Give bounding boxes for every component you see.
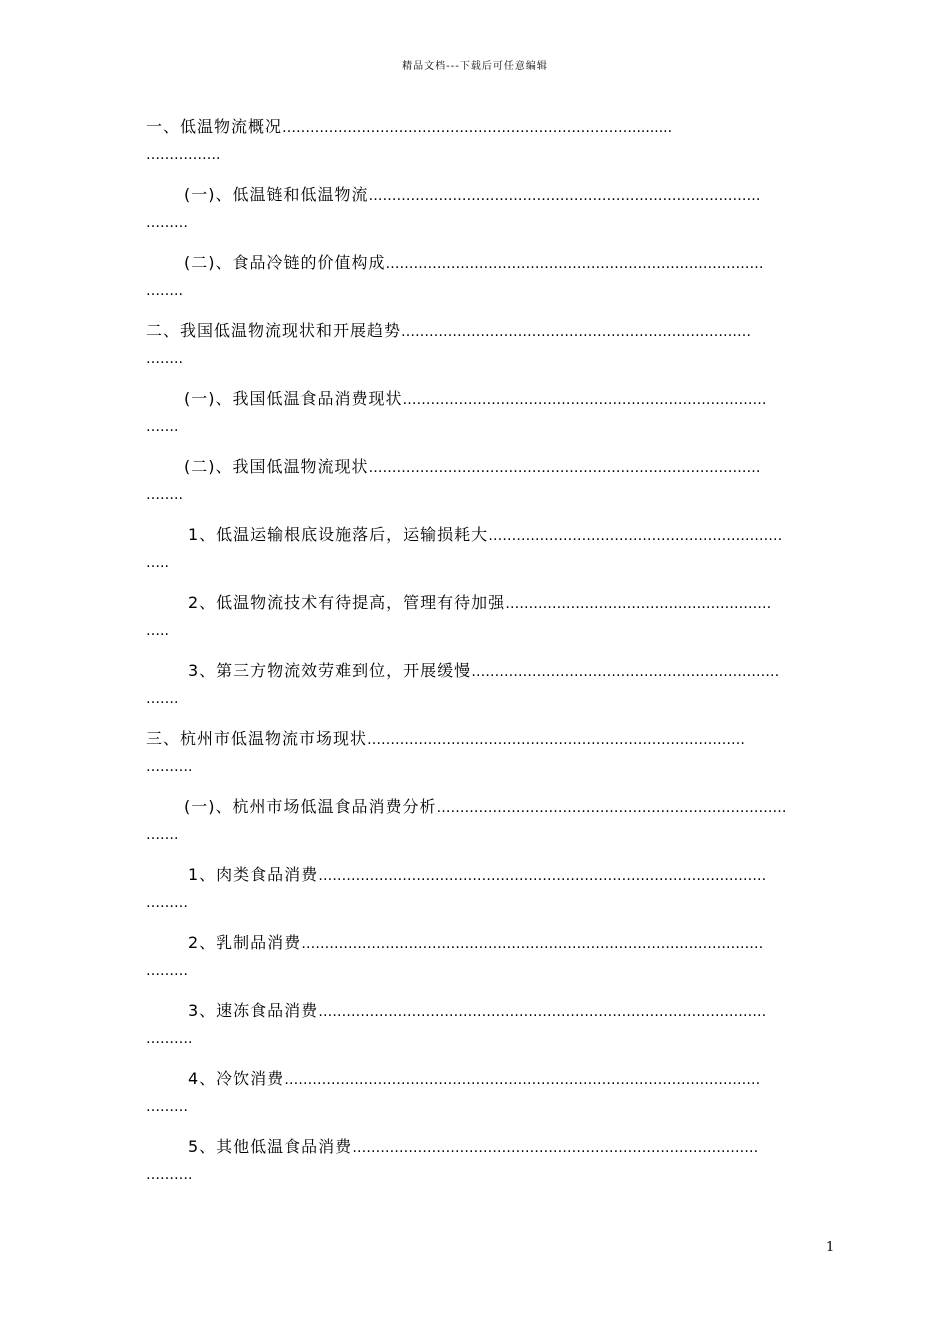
toc-entry-title: (一)、低温链和低温物流 <box>184 185 369 204</box>
toc-leader: ……………………………………………………… <box>488 528 783 544</box>
toc-entry[interactable] <box>146 654 814 722</box>
toc-leader: ……………………………………………………………………………………… <box>301 936 764 952</box>
toc-entry[interactable] <box>146 382 814 450</box>
toc-leader: ……………………………………………………………………… <box>385 256 764 272</box>
toc-entry[interactable] <box>146 314 814 382</box>
toc-leader-continuation: ………. <box>146 1031 193 1047</box>
toc-entry-title: 2、乳制品消费 <box>188 933 302 952</box>
toc-entry-title: 1、肉类食品消费 <box>188 865 319 884</box>
toc-entry-title: (一)、我国低温食品消费现状 <box>184 389 403 408</box>
toc-leader-continuation: …….. <box>146 283 183 299</box>
toc-leader: …………………………………………………………………… <box>402 392 767 408</box>
toc-entry-title: 二、我国低温物流现状和开展趋势 <box>146 321 402 340</box>
toc-entry[interactable] <box>146 858 814 926</box>
toc-leader-continuation: …….. <box>146 351 183 367</box>
toc-entry[interactable] <box>146 586 814 654</box>
toc-leader: ………………………………………………………………………………………… <box>284 1072 761 1088</box>
toc-leader-continuation: ……… <box>146 963 188 979</box>
toc-entry-title: (二)、我国低温物流现状 <box>184 457 369 476</box>
toc-entry-title: 1、低温运输根底设施落后，运输损耗大 <box>188 525 489 544</box>
toc-leader-continuation: ……………. <box>146 147 221 163</box>
page-number: 1 <box>826 1240 835 1255</box>
toc-leader-continuation: ……… <box>146 215 188 231</box>
toc-entry-title: 一、低温物流概况 <box>146 117 283 136</box>
toc-leader: ………………………………………………………………………… <box>368 460 761 476</box>
toc-leader-continuation: ……. <box>146 691 179 707</box>
toc-entry[interactable] <box>146 450 814 518</box>
toc-entry-title: 3、速冻食品消费 <box>188 1001 319 1020</box>
toc-entry-title: 4、冷饮消费 <box>188 1069 285 1088</box>
toc-entry[interactable] <box>146 178 814 246</box>
toc-leader-continuation: ….. <box>146 555 169 571</box>
toc-leader: …………………………………………………………………………… <box>352 1140 759 1156</box>
toc-leader: ………………………………………………………………… <box>436 800 787 816</box>
toc-leader-continuation: ………. <box>146 1167 193 1183</box>
toc-leader-continuation: ……… <box>146 895 188 911</box>
page-header: 精品文档---下载后可任意编辑 <box>402 61 548 72</box>
toc-leader-continuation: ……. <box>146 419 179 435</box>
toc-entry-title: (二)、食品冷链的价值构成 <box>184 253 386 272</box>
toc-leader: ………………………………………………………………… <box>401 324 752 340</box>
toc-leader: ………………………………………………… <box>505 596 772 612</box>
toc-entry-title: (一)、杭州市场低温食品消费分析 <box>184 797 437 816</box>
toc-leader: …………………………………………………………………......... <box>282 120 673 136</box>
toc-leader: …………………………………………………………………………………… <box>318 1004 767 1020</box>
toc-entry[interactable] <box>146 246 814 314</box>
toc-entry[interactable] <box>146 110 814 178</box>
toc-entry-title: 三、杭州市低温物流市场现状 <box>146 729 368 748</box>
toc-leader-continuation: ……. <box>146 827 179 843</box>
toc-entry[interactable] <box>146 926 814 994</box>
toc-entry[interactable] <box>146 722 814 790</box>
toc-leader-continuation: …….. <box>146 487 183 503</box>
table-of-contents <box>146 110 814 1198</box>
toc-entry-title: 2、低温物流技术有待提高，管理有待加强 <box>188 593 506 612</box>
toc-entry[interactable] <box>146 790 814 858</box>
toc-entry[interactable] <box>146 1062 814 1130</box>
toc-entry-title: 3、第三方物流效劳难到位，开展缓慢 <box>188 661 472 680</box>
toc-entry[interactable] <box>146 518 814 586</box>
toc-leader: …………………………………………………………………………………… <box>318 868 767 884</box>
toc-entry[interactable] <box>146 994 814 1062</box>
toc-leader-continuation: ….. <box>146 623 169 639</box>
toc-leader: ………………………………………………………………………… <box>368 188 761 204</box>
toc-leader: ………………………………………………………… <box>471 664 780 680</box>
toc-leader: ……………………………………………………………………… <box>367 732 746 748</box>
toc-entry-title: 5、其他低温食品消费 <box>188 1137 353 1156</box>
toc-entry[interactable] <box>146 1130 814 1198</box>
toc-leader-continuation: ……… <box>146 1099 188 1115</box>
toc-leader-continuation: ………. <box>146 759 193 775</box>
